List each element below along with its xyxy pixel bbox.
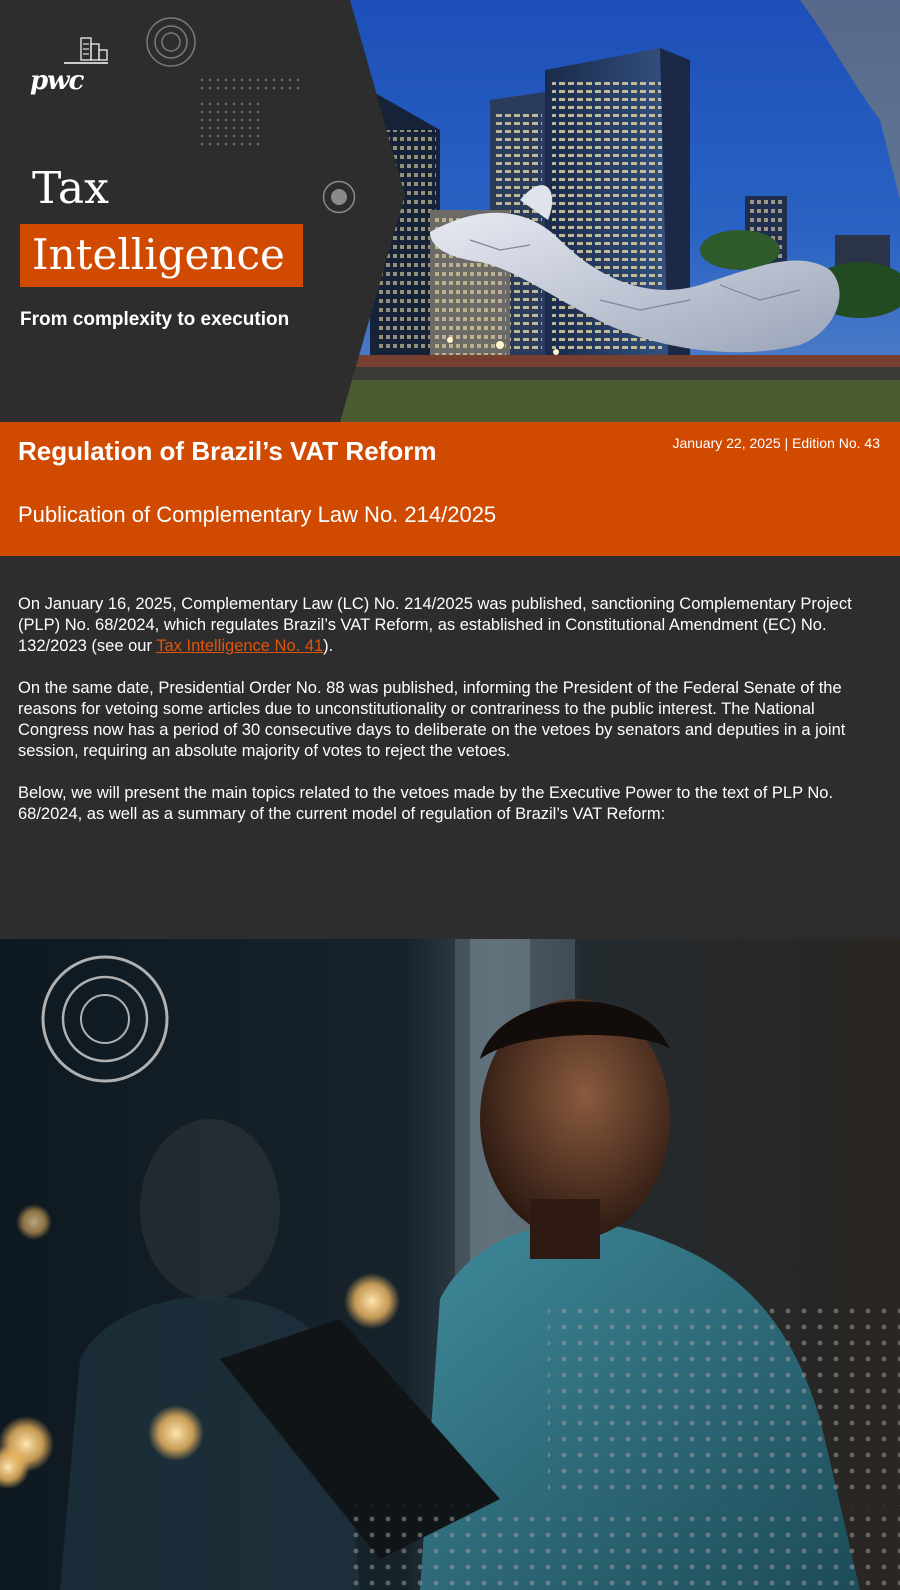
headline-subtitle: Publication of Complementary Law No. 214/2025 <box>18 502 497 527</box>
edition-date: January 22, 2025 | Edition No. 43 <box>672 435 880 451</box>
dark-angled-panel <box>0 0 900 422</box>
tagline: From complexity to execution <box>20 309 290 330</box>
paragraph-1-end: ). <box>323 637 334 655</box>
paragraph-2: On the same date, Presidential Order No. 88 was published, informing the President of the Federal Senate of the reasons for vetoing some articles due to unconstitutionality or contrariness to the public interest. The National Congress now has a period of 30 consecutive days to deliberate on the vetoes by senators and deputies in a joint session, requiring an absolute majority of votes to reject the vetoes. <box>18 679 846 760</box>
pwc-logo-text: pwc <box>30 66 84 96</box>
brand-title: Tax <box>32 163 109 214</box>
paragraph-3: Below, we will present the main topics related to the vetoes made by the Executive Power to the text of PLP No. 68/2024, as well as a summary of the current model of regulation of Brazil’s VAT Reform: <box>18 784 834 823</box>
dot-grid-decoration <box>198 76 310 148</box>
tax-intelligence-41-link[interactable]: Tax Intelligence No. 41 <box>156 637 324 655</box>
concentric-circles-icon <box>145 16 197 68</box>
paragraph-1 <box>18 594 884 657</box>
headline-band <box>0 422 900 556</box>
man-with-tablet-photo <box>0 939 900 1590</box>
article-body <box>18 594 884 846</box>
pwc-building-logo-icon <box>64 36 110 66</box>
brand-title-highlight-box <box>20 224 303 287</box>
pwc-logo[interactable] <box>30 36 110 96</box>
headline-title: Regulation of Brazil’s VAT Reform <box>18 436 437 466</box>
concentric-circles-small-icon <box>322 180 356 214</box>
header-banner <box>0 0 900 422</box>
paragraph-1-text: On January 16, 2025, Complementary Law (LC) No. 214/2025 was published, sanctioning Complementary Project (PLP) No. 68/2024, which regulates Brazil’s VAT Reform, as established in Constitutional Amendment (EC) No. 132/2023 (see our <box>18 595 852 655</box>
brand-title-highlight: Intelligence <box>32 230 285 279</box>
